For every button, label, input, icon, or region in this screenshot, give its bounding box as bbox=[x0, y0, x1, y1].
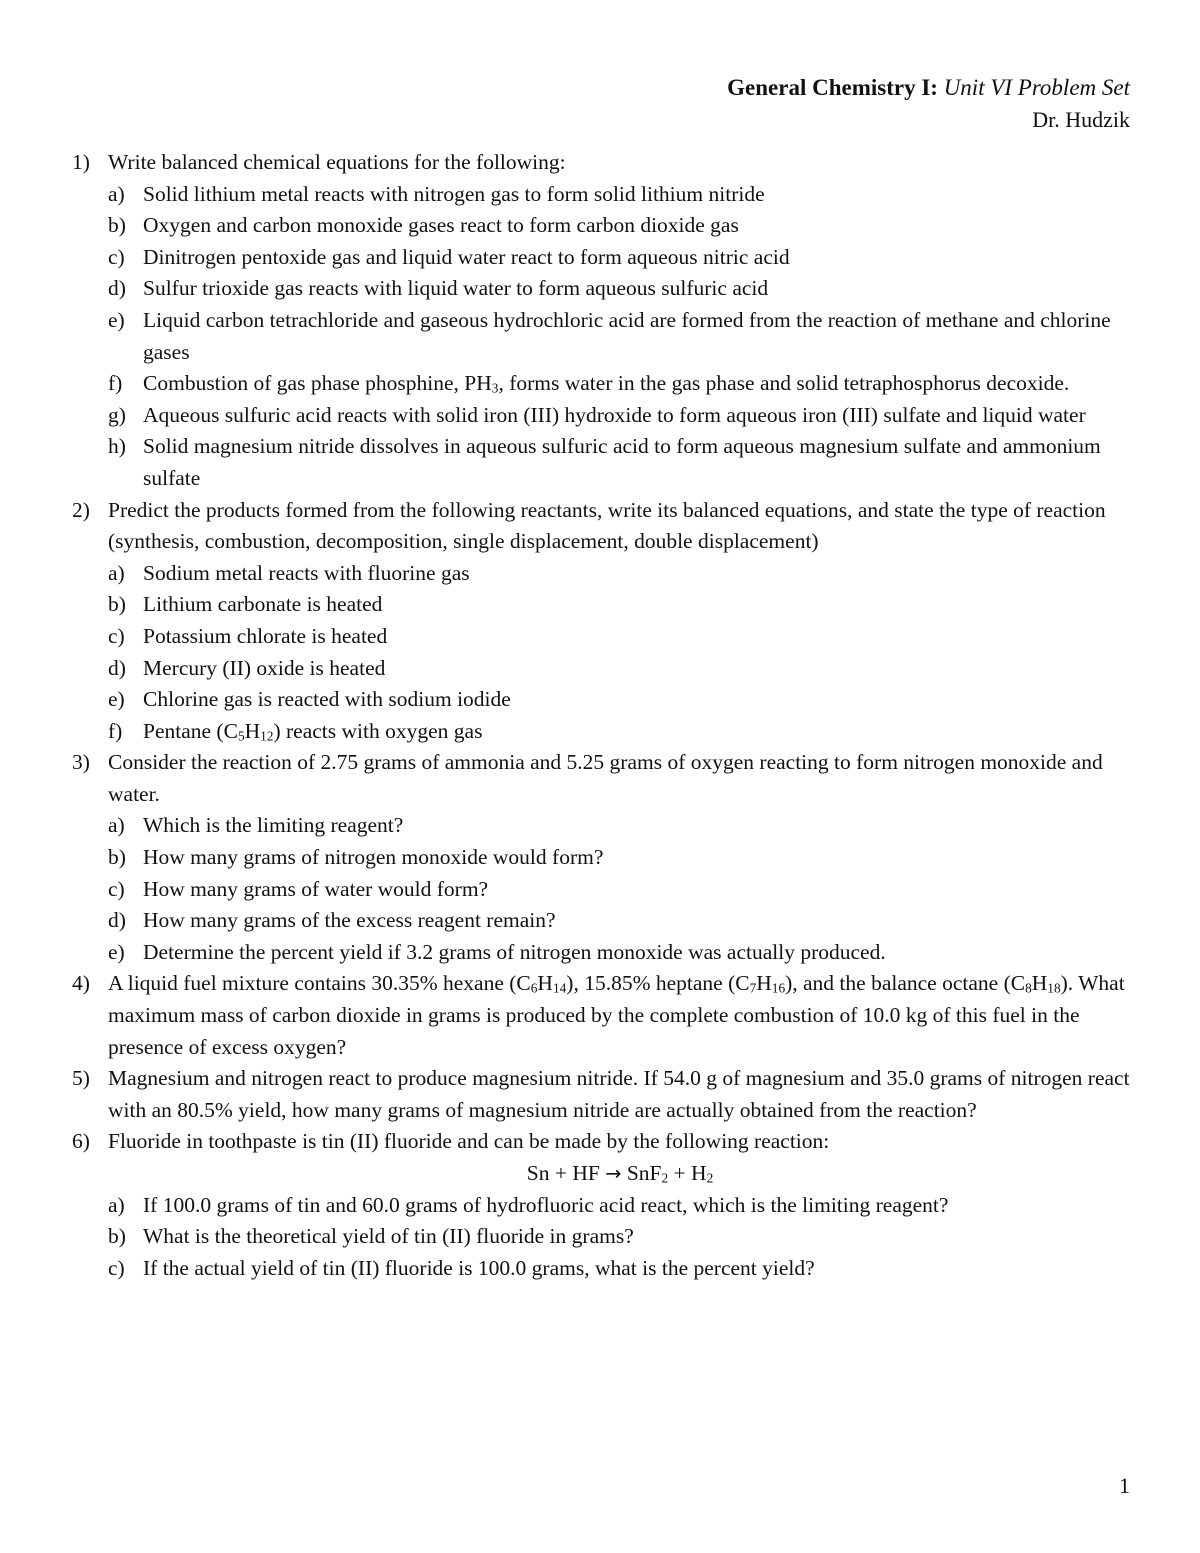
sub-text: Chlorine gas is reacted with sodium iodide bbox=[143, 687, 511, 712]
subscript: 8 bbox=[1025, 981, 1032, 997]
question-1b bbox=[72, 210, 1132, 242]
question-text: Magnesium and nitrogen react to produce magnesium nitride. If 54.0 g of magnesium and 35.0 grams of nitrogen react with an 80.5% yield, how many grams of magnesium nitride are actually obtained from the reaction? bbox=[108, 1066, 1130, 1122]
sub-text bbox=[143, 371, 1069, 395]
sub-letter: b) bbox=[108, 592, 126, 617]
question-2 bbox=[72, 495, 1132, 558]
question-number: 4) bbox=[72, 971, 90, 996]
text-segment: , forms water in the gas phase and solid tetraphosphorus decoxide. bbox=[498, 371, 1070, 396]
question-number: 6) bbox=[72, 1129, 90, 1154]
sub-text: Potassium chlorate is heated bbox=[143, 623, 388, 648]
question-6c bbox=[72, 1253, 1132, 1285]
subscript: 12 bbox=[260, 728, 274, 744]
question-text bbox=[108, 971, 1125, 1058]
text-segment: H bbox=[244, 718, 261, 743]
question-2d bbox=[72, 653, 1132, 685]
question-6a bbox=[72, 1190, 1132, 1222]
question-2a bbox=[72, 558, 1132, 590]
text-segment: A liquid fuel mixture contains 30.35% hexane (C bbox=[108, 971, 531, 996]
text-segment: SnF bbox=[621, 1161, 662, 1185]
question-5 bbox=[72, 1063, 1132, 1126]
sub-letter: a) bbox=[108, 560, 125, 585]
question-4 bbox=[72, 968, 1132, 1063]
question-number: 3) bbox=[72, 750, 90, 775]
text-segment: ). What maximum mass of carbon dioxide in grams is produced by the complete combustion of 10.0 kg of this fuel in the presence of excess oxygen? bbox=[108, 971, 1125, 1059]
reaction-arrow-icon: → bbox=[605, 1162, 622, 1185]
subscript: 3 bbox=[491, 380, 499, 396]
subscript: 6 bbox=[530, 981, 538, 997]
document-title bbox=[727, 72, 1130, 104]
sub-letter: b) bbox=[108, 845, 126, 870]
sub-text: How many grams of water would form? bbox=[143, 876, 489, 901]
question-3d bbox=[72, 905, 1132, 937]
question-2e bbox=[72, 684, 1132, 716]
sub-letter: d) bbox=[108, 276, 126, 301]
text-segment: H bbox=[1031, 971, 1048, 996]
subscript: 2 bbox=[661, 1170, 669, 1186]
question-1g bbox=[72, 400, 1132, 432]
sub-text: Solid magnesium nitride dissolves in aqueous sulfuric acid to form aqueous magnesium sulfate and ammonium sulfate bbox=[143, 434, 1101, 490]
problem-list bbox=[72, 147, 1132, 1284]
text-segment: H bbox=[537, 971, 553, 996]
question-1f bbox=[72, 368, 1132, 400]
question-text: Fluoride in toothpaste is tin (II) fluoride and can be made by the following reaction: bbox=[108, 1129, 830, 1154]
document-header bbox=[727, 72, 1130, 136]
question-3a bbox=[72, 810, 1132, 842]
sub-text bbox=[143, 719, 482, 743]
sub-text: Liquid carbon tetrachloride and gaseous hydrochloric acid are formed from the reaction of methane and chlorine gases bbox=[143, 307, 1111, 364]
question-1h bbox=[72, 431, 1132, 494]
text-segment: Combustion of gas phase phosphine, PH bbox=[143, 371, 492, 396]
sub-text: What is the theoretical yield of tin (II) fluoride in grams? bbox=[143, 1224, 634, 1249]
question-2b bbox=[72, 589, 1132, 621]
sub-letter: e) bbox=[108, 687, 125, 712]
text-segment: + H bbox=[668, 1161, 707, 1185]
sub-letter: g) bbox=[108, 402, 126, 427]
question-number: 1) bbox=[72, 150, 90, 174]
sub-text: Determine the percent yield if 3.2 grams of nitrogen monoxide was actually produced. bbox=[143, 939, 886, 964]
question-number: 2) bbox=[72, 497, 90, 522]
text-segment: H bbox=[756, 971, 772, 996]
question-3b bbox=[72, 842, 1132, 874]
sub-text: If 100.0 grams of tin and 60.0 grams of hydrofluoric acid react, which is the limiting reagent? bbox=[143, 1192, 949, 1217]
sub-letter: b) bbox=[108, 213, 126, 238]
sub-letter: a) bbox=[108, 813, 125, 838]
question-3c bbox=[72, 874, 1132, 906]
subscript: 18 bbox=[1047, 981, 1061, 997]
question-1e bbox=[72, 305, 1132, 368]
page-number: 1 bbox=[1119, 1473, 1130, 1498]
sub-letter: c) bbox=[108, 623, 125, 648]
sub-text: How many grams of the excess reagent remain? bbox=[143, 908, 556, 933]
question-number: 5) bbox=[72, 1066, 90, 1091]
sub-letter: a) bbox=[108, 181, 125, 206]
sub-text: If the actual yield of tin (II) fluoride is 100.0 grams, what is the percent yield? bbox=[143, 1255, 815, 1280]
question-3 bbox=[72, 747, 1132, 810]
question-3e bbox=[72, 937, 1132, 969]
question-text: Consider the reaction of 2.75 grams of ammonia and 5.25 grams of oxygen reacting to form nitrogen monoxide and water. bbox=[108, 750, 1103, 806]
question-2f bbox=[72, 716, 1132, 748]
subscript: 14 bbox=[552, 981, 567, 997]
text-segment: Sn + HF bbox=[526, 1161, 606, 1185]
sub-letter: f) bbox=[108, 718, 123, 743]
sub-text: Solid lithium metal reacts with nitrogen gas to form solid lithium nitride bbox=[143, 181, 765, 206]
question-1 bbox=[72, 147, 1132, 179]
sub-text: Dinitrogen pentoxide gas and liquid water react to form aqueous nitric acid bbox=[143, 244, 790, 269]
course-name: General Chemistry I: bbox=[727, 75, 938, 100]
sub-letter: f) bbox=[108, 371, 123, 396]
sub-letter: e) bbox=[108, 939, 125, 964]
question-1d bbox=[72, 273, 1132, 305]
author-name: Dr. Hudzik bbox=[1032, 107, 1130, 132]
reaction-equation bbox=[72, 1158, 1132, 1190]
question-6 bbox=[72, 1126, 1132, 1158]
sub-letter: c) bbox=[108, 876, 125, 901]
sub-letter: d) bbox=[108, 655, 126, 680]
subscript: 5 bbox=[237, 728, 245, 744]
sub-letter: e) bbox=[108, 307, 125, 332]
sub-text: Which is the limiting reagent? bbox=[143, 813, 404, 838]
text-segment: ) reacts with oxygen gas bbox=[273, 718, 483, 743]
sub-letter: b) bbox=[108, 1224, 126, 1249]
sub-letter: c) bbox=[108, 244, 125, 269]
subscript: 7 bbox=[749, 981, 757, 997]
sub-letter: c) bbox=[108, 1255, 125, 1280]
sub-letter: h) bbox=[108, 434, 126, 459]
sub-text: Aqueous sulfuric acid reacts with solid iron (III) hydroxide to form aqueous iron (III) sulfate and liquid water bbox=[143, 402, 1086, 427]
question-1a bbox=[72, 179, 1132, 211]
text-segment: ), and the balance octane (C bbox=[785, 971, 1026, 996]
question-1c bbox=[72, 242, 1132, 274]
question-text: Predict the products formed from the following reactants, write its balanced equations, and state the type of reaction (synthesis, combustion, decomposition, single displacement, double displacement) bbox=[108, 497, 1106, 554]
unit-title: Unit VI Problem Set bbox=[943, 75, 1130, 100]
sub-text: How many grams of nitrogen monoxide would form? bbox=[143, 845, 604, 870]
question-text: Write balanced chemical equations for the following: bbox=[108, 150, 566, 174]
sub-text: Sulfur trioxide gas reacts with liquid water to form aqueous sulfuric acid bbox=[143, 276, 769, 301]
subscript: 16 bbox=[771, 981, 786, 997]
subscript: 2 bbox=[706, 1170, 714, 1186]
question-6b bbox=[72, 1221, 1132, 1253]
sub-letter: a) bbox=[108, 1192, 125, 1217]
question-2c bbox=[72, 621, 1132, 653]
text-segment: ), 15.85% heptane (C bbox=[566, 971, 750, 996]
sub-letter: d) bbox=[108, 908, 126, 933]
sub-text: Lithium carbonate is heated bbox=[143, 592, 383, 617]
sub-text: Mercury (II) oxide is heated bbox=[143, 655, 386, 680]
sub-text: Sodium metal reacts with fluorine gas bbox=[143, 560, 470, 585]
sub-text: Oxygen and carbon monoxide gases react to form carbon dioxide gas bbox=[143, 213, 739, 238]
text-segment: Pentane (C bbox=[143, 718, 238, 743]
